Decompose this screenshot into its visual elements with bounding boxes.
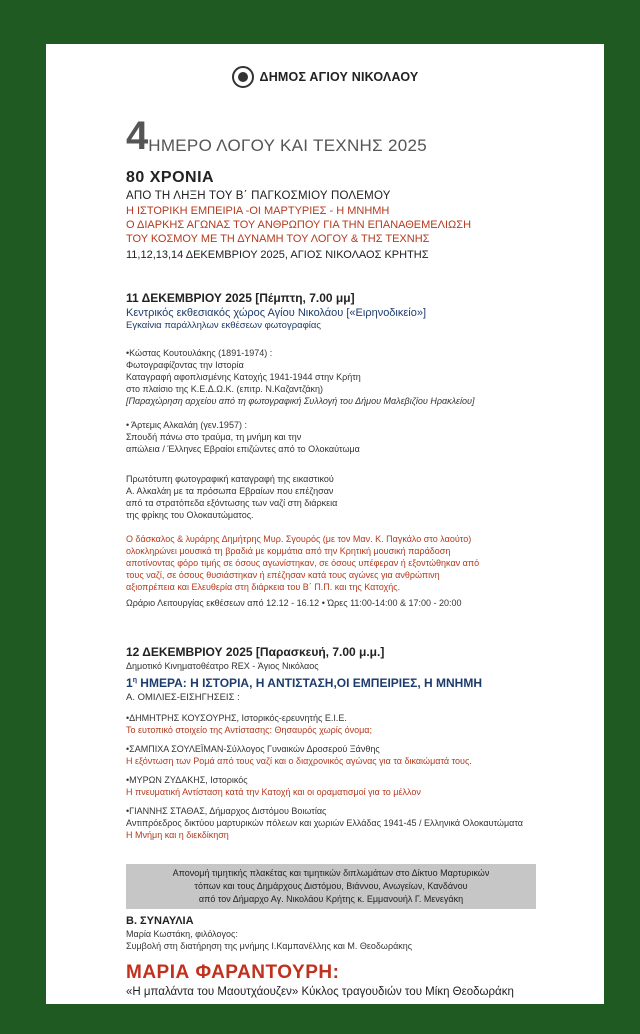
intro-dates: 11,12,13,14 ΔΕΚΕΜΒΡΙΟΥ 2025, ΑΓΙΟΣ ΝΙΚΟΛΑΟΣ ΚΡΗΤΗΣ [126,249,429,261]
day1-exhibit2-desc [126,473,594,521]
municipality-name: ΔΗΜΟΣ ΑΓΙΟΥ ΝΙΚΟΛΑΟΥ [259,70,419,84]
exhibit1-line: •Κώστας Κουτουλάκης (1891-1974) : [126,348,273,358]
music-line: αποτίνοντας φόρο τιμής σε όσους αγωνίστηκαν, σε όσους υπέφεραν ή εξοντώθηκαν από [126,558,480,568]
award-line: Απονομή τιμητικής πλακέτας και τιμητικών διπλωμάτων στο Δίκτυο Μαρτυρικών [172,868,490,878]
music-line: ολοκληρώνει μουσικά τη βραδιά με κομμάτια από την Κρητική μουσική παράδοση [126,546,451,556]
speaker-item [126,774,594,798]
speaker-item [126,743,594,767]
speaker-item [126,805,594,841]
day2-venue: Δημοτικό Κινηματοθέατρο REX - Άγιος Νικόλαος [126,661,319,671]
speaker-topic: Το ευτοπικό στοιχείο της Αντίστασης: Θησαυρός χωρίς όνομα; [126,725,372,735]
exhibit1-line: στο πλαίσιο της Κ.Ε.Δ.Ω.Κ. (επιτρ. Ν.Καζαντζάκη) [126,384,324,394]
exhibit-hours: Ωράριο Λειτουργίας εκθέσεων από 12.12 - 16.12 • Ώρες 11:00-14:00 & 17:00 - 20:00 [126,598,462,608]
intro-red2: Ο ΔΙΑΡΚΗΣ ΑΓΩΝΑΣ ΤΟΥ ΑΝΘΡΩΠΟΥ ΓΙΑ ΤΗΝ ΕΠΑΝΑΘΕΜΕΛΙΩΣΗ [126,219,472,231]
concert-line: Συμβολή στη διατήρηση της μνήμης Ι.Καμπανέλλης και Μ. Θεοδωράκης [126,941,413,951]
intro-red3: ΤΟΥ ΚΟΣΜΟΥ ΜΕ ΤΗ ΔΥΝΑΜΗ ΤΟΥ ΛΟΓΟΥ & ΤΗΣ ΤΕΧΝΗΣ [126,233,430,245]
award-line: τόπων και τους Δημάρχους Διστόμου, Βιάννου, Ανωγείων, Κανδάνου [194,881,468,891]
day1-title: 11 ΔΕΚΕΜΒΡΙΟΥ 2025 [Πέμπτη, 7.00 μμ] [126,291,355,305]
concert-line: Μαρία Κωστάκη, φιλόλογος: [126,929,238,939]
exhibit1-line: Φωτογραφίζοντας την Ιστορία [126,360,244,370]
poster-sheet [46,44,604,1004]
headline-number: 4 [126,114,149,158]
speaker-name: •ΓΙΑΝΝΗΣ ΣΤΑΘΑΣ, Δήμαρχος Διστόμου Βοιωτίας [126,806,327,816]
music-line: Ο δάσκαλος & λυράρης Δημήτρης Μυρ. Σγουρός (με τον Μαν. Κ. Παγκάλο στο λαούτο) [126,534,472,544]
speaker-topic: Η Μνήμη και η διεκδίκηση [126,830,229,840]
concert-program: «Η μπαλάντα του Μαουτχάουζεν» Κύκλος τραγουδιών του Μίκη Θεοδωράκη [126,986,514,998]
speaker-name: •ΔΗΜΗΤΡΗΣ ΚΟΥΣΟΥΡΗΣ, Ιστορικός-ερευνητής Ε.Ι.Ε. [126,713,347,723]
day1-exhibit1 [126,347,594,407]
exhibit2-desc-line: Πρωτότυπη φωτογραφική καταγραφή της εικαστικού [126,474,334,484]
concert-header: Β. ΣΥΝΑΥΛΙΑ [126,915,194,927]
music-line: αξιοπρέπεια και Ελευθερία στη διάρκεια του Β΄ Π.Π. και της Κατοχής. [126,582,401,592]
day2-section [126,644,594,841]
award-line: από τον Δήμαρχο Αγ. Νικολάου Κρήτης κ. Εμμανουήλ Γ. Μενεγάκη [198,894,464,904]
intro-red1: Η ΙΣΤΟΡΙΚΗ ΕΜΠΕΙΡΙΑ -ΟΙ ΜΑΡΤΥΡΙΕΣ - Η ΜΝΗΜΗ [126,205,390,217]
speaker-item [126,712,594,736]
day1-exhibit2 [126,419,594,455]
day2-number: 1 [126,676,133,690]
concert-section [126,914,594,952]
event-headline [126,116,427,156]
award-box [126,864,536,909]
exhibit2-line: • Άρτεμις Αλκαλάη (γεν.1957) : [126,420,247,430]
speaker-extra: Αντιπρόεδρος δικτύου μαρτυρικών πόλεων και χωριών Ελλάδας 1941-45 / Ελληνικά Ολοκαυτώματα [126,818,523,828]
day2-theme [126,672,594,692]
exhibit2-desc-line: Α. Αλκαλάη με τα πρόσωπα Εβραίων που επέζησαν [126,486,334,496]
day2-theme-text: ΗΜΕΡΑ: Η ΙΣΤΟΡΙΑ, Η ΑΝΤΙΣΤΑΣΗ,ΟΙ ΕΜΠΕΙΡΙΕΣ, Η ΜΝΗΜΗ [136,676,482,690]
municipality-seal-icon [232,66,254,88]
day1-subtitle: Εγκαίνια παράλληλων εκθέσεων φωτογραφίας [126,320,321,331]
speaker-topic: Η εξόντωση των Ρομά από τους ναζί και ο διαχρονικός αγώνας για τα δικαιώματά τους. [126,756,472,766]
day1-venue: Κεντρικός εκθεσιακός χώρος Αγίου Νικολάου [«Ειρηνοδικείο»] [126,307,427,319]
day2-ordinal: η [132,677,137,684]
intro-title: 80 ΧΡΟΝΙΑ [126,169,215,186]
municipality-header [46,66,604,88]
intro-section [126,168,594,262]
exhibit2-desc-line: της φρίκης του Ολοκαυτώματος. [126,510,254,520]
speaker-name: •ΜΥΡΩΝ ΖΥΔΑΚΗΣ, Ιστορικός [126,775,248,785]
speaker-topic: Η πνευματική Αντίσταση κατά την Κατοχή και οι οραματισμοί για το μέλλον [126,787,421,797]
exhibit2-desc-line: από τα στρατόπεδα εξόντωσης των ναζί στη διάρκεια [126,498,338,508]
exhibit2-line: απώλεια / Έλληνες Εβραίοι επιζώντες από το Ολοκαύτωμα [126,444,360,454]
talks-header: Α. ΟΜΙΛΙΕΣ-ΕΙΣΗΓΗΣΕΙΣ : [126,692,240,703]
day1-section [126,290,594,609]
exhibit2-line: Σπουδή πάνω στο τραύμα, τη μνήμη και την [126,432,302,442]
performer-name: ΜΑΡΙΑ ΦΑΡΑΝΤΟΥΡΗ: [126,962,340,983]
intro-line1: ΑΠΟ ΤΗ ΛΗΞΗ ΤΟΥ Β΄ ΠΑΓΚΟΣΜΙΟΥ ΠΟΛΕΜΟΥ [126,190,391,202]
speaker-name: •ΣΑΜΠΙΧΑ ΣΟΥΛΕΪΜΑΝ-Σύλλογος Γυναικών Δροσερού Ξάνθης [126,744,380,754]
exhibit1-line: Καταγραφή αφοπλισμένης Κατοχής 1941-1944 στην Κρήτη [126,372,361,382]
day2-title: 12 ΔΕΚΕΜΒΡΙΟΥ 2025 [Παρασκευή, 7.00 μ.μ.] [126,645,385,659]
music-line: τους ναζί, σε όσους θυσιάστηκαν ή επέζησαν κατά τους αγώνες για ανθρώπινη [126,570,440,580]
headline-text: ΗΜΕΡΟ ΛΟΓΟΥ ΚΑΙ ΤΕΧΝΗΣ 2025 [148,136,427,155]
day1-music [126,533,594,593]
exhibit1-credit: [Παραχώρηση αρχείου από τη φωτογραφική Συλλογή του Δήμου Μαλεβιζίου Ηρακλείου] [126,396,475,406]
